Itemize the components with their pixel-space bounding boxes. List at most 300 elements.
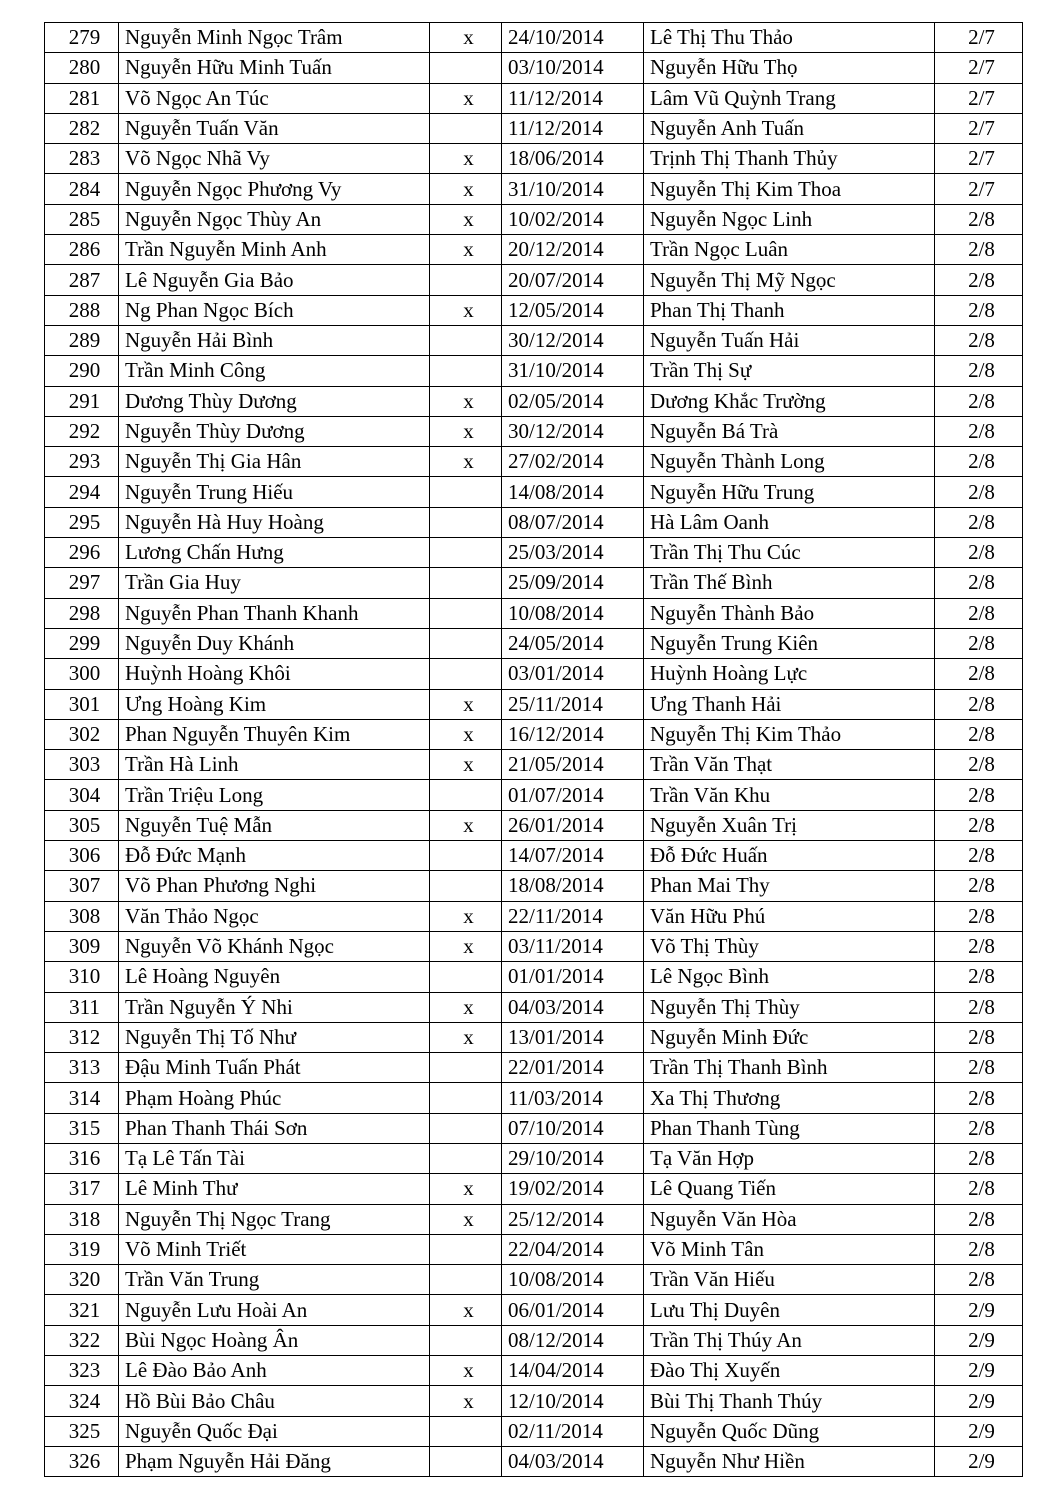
birth-date: 03/01/2014 xyxy=(502,659,644,689)
class-name: 2/7 xyxy=(935,144,1023,174)
class-name: 2/7 xyxy=(935,113,1023,143)
student-name: Nguyễn Phan Thanh Khanh xyxy=(119,598,430,628)
birth-date: 12/05/2014 xyxy=(502,295,644,325)
parent-name: Nguyễn Thành Long xyxy=(644,447,935,477)
gender-mark xyxy=(430,1083,502,1113)
class-name: 2/9 xyxy=(935,1356,1023,1386)
student-name: Nguyễn Tuệ Mẫn xyxy=(119,810,430,840)
student-name: Võ Ngọc Nhã Vy xyxy=(119,144,430,174)
row-number: 281 xyxy=(45,83,119,113)
parent-name: Trần Thị Sự xyxy=(644,356,935,386)
birth-date: 01/01/2014 xyxy=(502,962,644,992)
row-number: 287 xyxy=(45,265,119,295)
birth-date: 24/05/2014 xyxy=(502,628,644,658)
table-row xyxy=(45,113,1023,143)
parent-name: Đỗ Đức Huấn xyxy=(644,841,935,871)
gender-mark xyxy=(430,538,502,568)
row-number: 314 xyxy=(45,1083,119,1113)
gender-mark xyxy=(430,1113,502,1143)
student-name: Nguyễn Thị Ngọc Trang xyxy=(119,1204,430,1234)
class-name: 2/8 xyxy=(935,1083,1023,1113)
row-number: 307 xyxy=(45,871,119,901)
table-row xyxy=(45,1416,1023,1446)
class-name: 2/8 xyxy=(935,416,1023,446)
gender-mark xyxy=(430,568,502,598)
student-name: Nguyễn Võ Khánh Ngọc xyxy=(119,931,430,961)
parent-name: Trần Thị Thanh Bình xyxy=(644,1053,935,1083)
student-name: Nguyễn Trung Hiếu xyxy=(119,477,430,507)
table-row xyxy=(45,477,1023,507)
birth-date: 13/01/2014 xyxy=(502,1022,644,1052)
table-row xyxy=(45,901,1023,931)
student-name: Nguyễn Lưu Hoài An xyxy=(119,1295,430,1325)
parent-name: Huỳnh Hoàng Lực xyxy=(644,659,935,689)
gender-mark: x xyxy=(430,1022,502,1052)
gender-mark xyxy=(430,53,502,83)
class-name: 2/8 xyxy=(935,1053,1023,1083)
birth-date: 30/12/2014 xyxy=(502,325,644,355)
class-name: 2/8 xyxy=(935,325,1023,355)
gender-mark: x xyxy=(430,810,502,840)
class-name: 2/8 xyxy=(935,265,1023,295)
gender-mark xyxy=(430,841,502,871)
parent-name: Hà Lâm Oanh xyxy=(644,507,935,537)
birth-date: 25/12/2014 xyxy=(502,1204,644,1234)
parent-name: Trần Ngọc Luân xyxy=(644,235,935,265)
parent-name: Trần Văn Thạt xyxy=(644,750,935,780)
birth-date: 07/10/2014 xyxy=(502,1113,644,1143)
gender-mark xyxy=(430,113,502,143)
gender-mark: x xyxy=(430,1386,502,1416)
parent-name: Nguyễn Như Hiền xyxy=(644,1446,935,1476)
table-row xyxy=(45,265,1023,295)
table-row xyxy=(45,871,1023,901)
row-number: 293 xyxy=(45,447,119,477)
birth-date: 22/01/2014 xyxy=(502,1053,644,1083)
table-row xyxy=(45,1356,1023,1386)
parent-name: Nguyễn Thị Mỹ Ngọc xyxy=(644,265,935,295)
student-name: Lê Đào Bảo Anh xyxy=(119,1356,430,1386)
class-name: 2/8 xyxy=(935,1234,1023,1264)
parent-name: Lê Ngọc Bình xyxy=(644,962,935,992)
gender-mark: x xyxy=(430,750,502,780)
parent-name: Ưng Thanh Hải xyxy=(644,689,935,719)
table-row xyxy=(45,174,1023,204)
gender-mark xyxy=(430,477,502,507)
parent-name: Võ Minh Tân xyxy=(644,1234,935,1264)
student-name: Trần Nguyễn Ý Nhi xyxy=(119,992,430,1022)
parent-name: Dương Khắc Trường xyxy=(644,386,935,416)
parent-name: Nguyễn Thị Kim Thoa xyxy=(644,174,935,204)
class-name: 2/7 xyxy=(935,174,1023,204)
table-row xyxy=(45,1295,1023,1325)
birth-date: 08/12/2014 xyxy=(502,1325,644,1355)
row-number: 283 xyxy=(45,144,119,174)
row-number: 301 xyxy=(45,689,119,719)
row-number: 322 xyxy=(45,1325,119,1355)
row-number: 326 xyxy=(45,1446,119,1476)
class-name: 2/8 xyxy=(935,871,1023,901)
parent-name: Lê Quang Tiến xyxy=(644,1174,935,1204)
student-name: Nguyễn Tuấn Văn xyxy=(119,113,430,143)
birth-date: 26/01/2014 xyxy=(502,810,644,840)
table-row xyxy=(45,689,1023,719)
parent-name: Phan Thanh Tùng xyxy=(644,1113,935,1143)
student-name: Nguyễn Duy Khánh xyxy=(119,628,430,658)
student-name: Phạm Hoàng Phúc xyxy=(119,1083,430,1113)
class-name: 2/8 xyxy=(935,568,1023,598)
class-name: 2/9 xyxy=(935,1416,1023,1446)
table-row xyxy=(45,1446,1023,1476)
gender-mark: x xyxy=(430,931,502,961)
class-name: 2/7 xyxy=(935,23,1023,53)
birth-date: 01/07/2014 xyxy=(502,780,644,810)
birth-date: 14/08/2014 xyxy=(502,477,644,507)
gender-mark xyxy=(430,780,502,810)
gender-mark: x xyxy=(430,1174,502,1204)
table-row xyxy=(45,1113,1023,1143)
student-name: Trần Triệu Long xyxy=(119,780,430,810)
class-name: 2/8 xyxy=(935,447,1023,477)
class-name: 2/8 xyxy=(935,659,1023,689)
class-name: 2/8 xyxy=(935,356,1023,386)
birth-date: 02/05/2014 xyxy=(502,386,644,416)
gender-mark xyxy=(430,598,502,628)
gender-mark: x xyxy=(430,386,502,416)
table-row xyxy=(45,1325,1023,1355)
table-row xyxy=(45,841,1023,871)
birth-date: 14/07/2014 xyxy=(502,841,644,871)
class-name: 2/8 xyxy=(935,931,1023,961)
row-number: 303 xyxy=(45,750,119,780)
parent-name: Nguyễn Thị Kim Thảo xyxy=(644,719,935,749)
gender-mark: x xyxy=(430,174,502,204)
parent-name: Đào Thị Xuyến xyxy=(644,1356,935,1386)
student-name: Bùi Ngọc Hoàng Ân xyxy=(119,1325,430,1355)
birth-date: 19/02/2014 xyxy=(502,1174,644,1204)
row-number: 299 xyxy=(45,628,119,658)
parent-name: Lưu Thị Duyên xyxy=(644,1295,935,1325)
birth-date: 10/02/2014 xyxy=(502,204,644,234)
birth-date: 25/09/2014 xyxy=(502,568,644,598)
class-name: 2/8 xyxy=(935,1143,1023,1173)
parent-name: Lê Thị Thu Thảo xyxy=(644,23,935,53)
parent-name: Tạ Văn Hợp xyxy=(644,1143,935,1173)
class-name: 2/8 xyxy=(935,841,1023,871)
class-name: 2/8 xyxy=(935,810,1023,840)
class-name: 2/8 xyxy=(935,235,1023,265)
gender-mark xyxy=(430,1234,502,1264)
table-row xyxy=(45,325,1023,355)
table-row xyxy=(45,356,1023,386)
table-row xyxy=(45,1204,1023,1234)
row-number: 288 xyxy=(45,295,119,325)
gender-mark: x xyxy=(430,447,502,477)
student-name: Nguyễn Ngọc Thùy An xyxy=(119,204,430,234)
row-number: 321 xyxy=(45,1295,119,1325)
gender-mark: x xyxy=(430,83,502,113)
table-row xyxy=(45,598,1023,628)
birth-date: 29/10/2014 xyxy=(502,1143,644,1173)
student-name: Trần Hà Linh xyxy=(119,750,430,780)
row-number: 282 xyxy=(45,113,119,143)
row-number: 279 xyxy=(45,23,119,53)
table-row xyxy=(45,780,1023,810)
table-row xyxy=(45,931,1023,961)
parent-name: Trần Thế Bình xyxy=(644,568,935,598)
parent-name: Văn Hữu Phú xyxy=(644,901,935,931)
class-name: 2/8 xyxy=(935,750,1023,780)
parent-name: Lâm Vũ Quỳnh Trang xyxy=(644,83,935,113)
student-name: Đỗ Đức Mạnh xyxy=(119,841,430,871)
gender-mark xyxy=(430,1265,502,1295)
table-row xyxy=(45,1386,1023,1416)
birth-date: 12/10/2014 xyxy=(502,1386,644,1416)
gender-mark xyxy=(430,1143,502,1173)
birth-date: 25/11/2014 xyxy=(502,689,644,719)
parent-name: Võ Thị Thùy xyxy=(644,931,935,961)
class-name: 2/9 xyxy=(935,1446,1023,1476)
birth-date: 31/10/2014 xyxy=(502,174,644,204)
row-number: 292 xyxy=(45,416,119,446)
birth-date: 25/03/2014 xyxy=(502,538,644,568)
student-name: Nguyễn Minh Ngọc Trâm xyxy=(119,23,430,53)
student-name: Nguyễn Hà Huy Hoàng xyxy=(119,507,430,537)
parent-name: Nguyễn Thị Thùy xyxy=(644,992,935,1022)
table-row xyxy=(45,719,1023,749)
table-row xyxy=(45,53,1023,83)
row-number: 291 xyxy=(45,386,119,416)
student-name: Trần Văn Trung xyxy=(119,1265,430,1295)
table-row xyxy=(45,1083,1023,1113)
parent-name: Nguyễn Hữu Trung xyxy=(644,477,935,507)
class-name: 2/8 xyxy=(935,1022,1023,1052)
student-roster-table xyxy=(44,22,1023,1477)
class-name: 2/8 xyxy=(935,204,1023,234)
gender-mark xyxy=(430,962,502,992)
gender-mark xyxy=(430,325,502,355)
gender-mark xyxy=(430,507,502,537)
birth-date: 04/03/2014 xyxy=(502,1446,644,1476)
class-name: 2/8 xyxy=(935,386,1023,416)
gender-mark: x xyxy=(430,901,502,931)
parent-name: Phan Thị Thanh xyxy=(644,295,935,325)
gender-mark: x xyxy=(430,992,502,1022)
student-name: Võ Minh Triết xyxy=(119,1234,430,1264)
student-name: Nguyễn Hải Bình xyxy=(119,325,430,355)
student-name: Đậu Minh Tuấn Phát xyxy=(119,1053,430,1083)
class-name: 2/8 xyxy=(935,1204,1023,1234)
birth-date: 21/05/2014 xyxy=(502,750,644,780)
parent-name: Nguyễn Minh Đức xyxy=(644,1022,935,1052)
student-name: Phạm Nguyễn Hải Đăng xyxy=(119,1446,430,1476)
row-number: 320 xyxy=(45,1265,119,1295)
class-name: 2/7 xyxy=(935,83,1023,113)
roster-body xyxy=(45,23,1023,1477)
student-name: Nguyễn Ngọc Phương Vy xyxy=(119,174,430,204)
row-number: 296 xyxy=(45,538,119,568)
class-name: 2/9 xyxy=(935,1386,1023,1416)
class-name: 2/8 xyxy=(935,477,1023,507)
parent-name: Nguyễn Xuân Trị xyxy=(644,810,935,840)
gender-mark xyxy=(430,659,502,689)
table-row xyxy=(45,235,1023,265)
gender-mark xyxy=(430,265,502,295)
class-name: 2/8 xyxy=(935,1265,1023,1295)
student-name: Ng Phan Ngọc Bích xyxy=(119,295,430,325)
table-row xyxy=(45,295,1023,325)
row-number: 306 xyxy=(45,841,119,871)
birth-date: 14/04/2014 xyxy=(502,1356,644,1386)
row-number: 295 xyxy=(45,507,119,537)
birth-date: 06/01/2014 xyxy=(502,1295,644,1325)
student-name: Lương Chấn Hưng xyxy=(119,538,430,568)
gender-mark: x xyxy=(430,1295,502,1325)
birth-date: 11/12/2014 xyxy=(502,113,644,143)
row-number: 284 xyxy=(45,174,119,204)
table-row xyxy=(45,1022,1023,1052)
birth-date: 11/03/2014 xyxy=(502,1083,644,1113)
table-row xyxy=(45,628,1023,658)
parent-name: Nguyễn Tuấn Hải xyxy=(644,325,935,355)
table-row xyxy=(45,1234,1023,1264)
student-name: Nguyễn Thùy Dương xyxy=(119,416,430,446)
gender-mark xyxy=(430,628,502,658)
gender-mark: x xyxy=(430,204,502,234)
birth-date: 20/07/2014 xyxy=(502,265,644,295)
birth-date: 10/08/2014 xyxy=(502,1265,644,1295)
birth-date: 11/12/2014 xyxy=(502,83,644,113)
row-number: 319 xyxy=(45,1234,119,1264)
row-number: 289 xyxy=(45,325,119,355)
table-row xyxy=(45,386,1023,416)
table-row xyxy=(45,416,1023,446)
birth-date: 31/10/2014 xyxy=(502,356,644,386)
birth-date: 03/10/2014 xyxy=(502,53,644,83)
gender-mark: x xyxy=(430,1356,502,1386)
parent-name: Bùi Thị Thanh Thúy xyxy=(644,1386,935,1416)
table-row xyxy=(45,1174,1023,1204)
parent-name: Phan Mai Thy xyxy=(644,871,935,901)
parent-name: Nguyễn Trung Kiên xyxy=(644,628,935,658)
row-number: 323 xyxy=(45,1356,119,1386)
row-number: 316 xyxy=(45,1143,119,1173)
gender-mark xyxy=(430,871,502,901)
student-name: Nguyễn Thị Tố Như xyxy=(119,1022,430,1052)
student-name: Tạ Lê Tấn Tài xyxy=(119,1143,430,1173)
parent-name: Trần Văn Hiếu xyxy=(644,1265,935,1295)
row-number: 312 xyxy=(45,1022,119,1052)
student-name: Lê Nguyễn Gia Bảo xyxy=(119,265,430,295)
class-name: 2/8 xyxy=(935,689,1023,719)
student-name: Hồ Bùi Bảo Châu xyxy=(119,1386,430,1416)
student-name: Lê Hoàng Nguyên xyxy=(119,962,430,992)
student-name: Huỳnh Hoàng Khôi xyxy=(119,659,430,689)
birth-date: 27/02/2014 xyxy=(502,447,644,477)
table-row xyxy=(45,144,1023,174)
class-name: 2/8 xyxy=(935,901,1023,931)
gender-mark xyxy=(430,1325,502,1355)
birth-date: 08/07/2014 xyxy=(502,507,644,537)
row-number: 309 xyxy=(45,931,119,961)
birth-date: 10/08/2014 xyxy=(502,598,644,628)
parent-name: Nguyễn Bá Trà xyxy=(644,416,935,446)
parent-name: Nguyễn Anh Tuấn xyxy=(644,113,935,143)
parent-name: Xa Thị Thương xyxy=(644,1083,935,1113)
table-row xyxy=(45,1143,1023,1173)
student-name: Võ Phan Phương Nghi xyxy=(119,871,430,901)
table-row xyxy=(45,23,1023,53)
parent-name: Trần Thị Thu Cúc xyxy=(644,538,935,568)
row-number: 298 xyxy=(45,598,119,628)
parent-name: Nguyễn Ngọc Linh xyxy=(644,204,935,234)
table-row xyxy=(45,447,1023,477)
class-name: 2/8 xyxy=(935,628,1023,658)
row-number: 285 xyxy=(45,204,119,234)
row-number: 324 xyxy=(45,1386,119,1416)
birth-date: 03/11/2014 xyxy=(502,931,644,961)
parent-name: Trần Văn Khu xyxy=(644,780,935,810)
student-name: Nguyễn Thị Gia Hân xyxy=(119,447,430,477)
student-name: Trần Minh Công xyxy=(119,356,430,386)
table-row xyxy=(45,1053,1023,1083)
gender-mark xyxy=(430,1446,502,1476)
row-number: 286 xyxy=(45,235,119,265)
class-name: 2/8 xyxy=(935,719,1023,749)
class-name: 2/8 xyxy=(935,992,1023,1022)
table-row xyxy=(45,992,1023,1022)
birth-date: 22/04/2014 xyxy=(502,1234,644,1264)
gender-mark: x xyxy=(430,1204,502,1234)
birth-date: 04/03/2014 xyxy=(502,992,644,1022)
table-row xyxy=(45,1265,1023,1295)
class-name: 2/8 xyxy=(935,1174,1023,1204)
table-row xyxy=(45,507,1023,537)
student-name: Phan Thanh Thái Sơn xyxy=(119,1113,430,1143)
row-number: 300 xyxy=(45,659,119,689)
gender-mark: x xyxy=(430,416,502,446)
class-name: 2/8 xyxy=(935,295,1023,325)
gender-mark xyxy=(430,356,502,386)
gender-mark: x xyxy=(430,23,502,53)
row-number: 325 xyxy=(45,1416,119,1446)
class-name: 2/8 xyxy=(935,598,1023,628)
table-row xyxy=(45,538,1023,568)
class-name: 2/8 xyxy=(935,538,1023,568)
gender-mark xyxy=(430,1416,502,1446)
row-number: 304 xyxy=(45,780,119,810)
row-number: 280 xyxy=(45,53,119,83)
row-number: 318 xyxy=(45,1204,119,1234)
birth-date: 02/11/2014 xyxy=(502,1416,644,1446)
student-name: Phan Nguyễn Thuyên Kim xyxy=(119,719,430,749)
birth-date: 22/11/2014 xyxy=(502,901,644,931)
parent-name: Trịnh Thị Thanh Thủy xyxy=(644,144,935,174)
table-row xyxy=(45,568,1023,598)
row-number: 310 xyxy=(45,962,119,992)
table-row xyxy=(45,659,1023,689)
student-name: Văn Thảo Ngọc xyxy=(119,901,430,931)
gender-mark: x xyxy=(430,719,502,749)
gender-mark: x xyxy=(430,689,502,719)
table-row xyxy=(45,750,1023,780)
student-name: Nguyễn Hữu Minh Tuấn xyxy=(119,53,430,83)
parent-name: Nguyễn Quốc Dũng xyxy=(644,1416,935,1446)
student-name: Nguyễn Quốc Đại xyxy=(119,1416,430,1446)
table-row xyxy=(45,962,1023,992)
birth-date: 20/12/2014 xyxy=(502,235,644,265)
gender-mark: x xyxy=(430,235,502,265)
